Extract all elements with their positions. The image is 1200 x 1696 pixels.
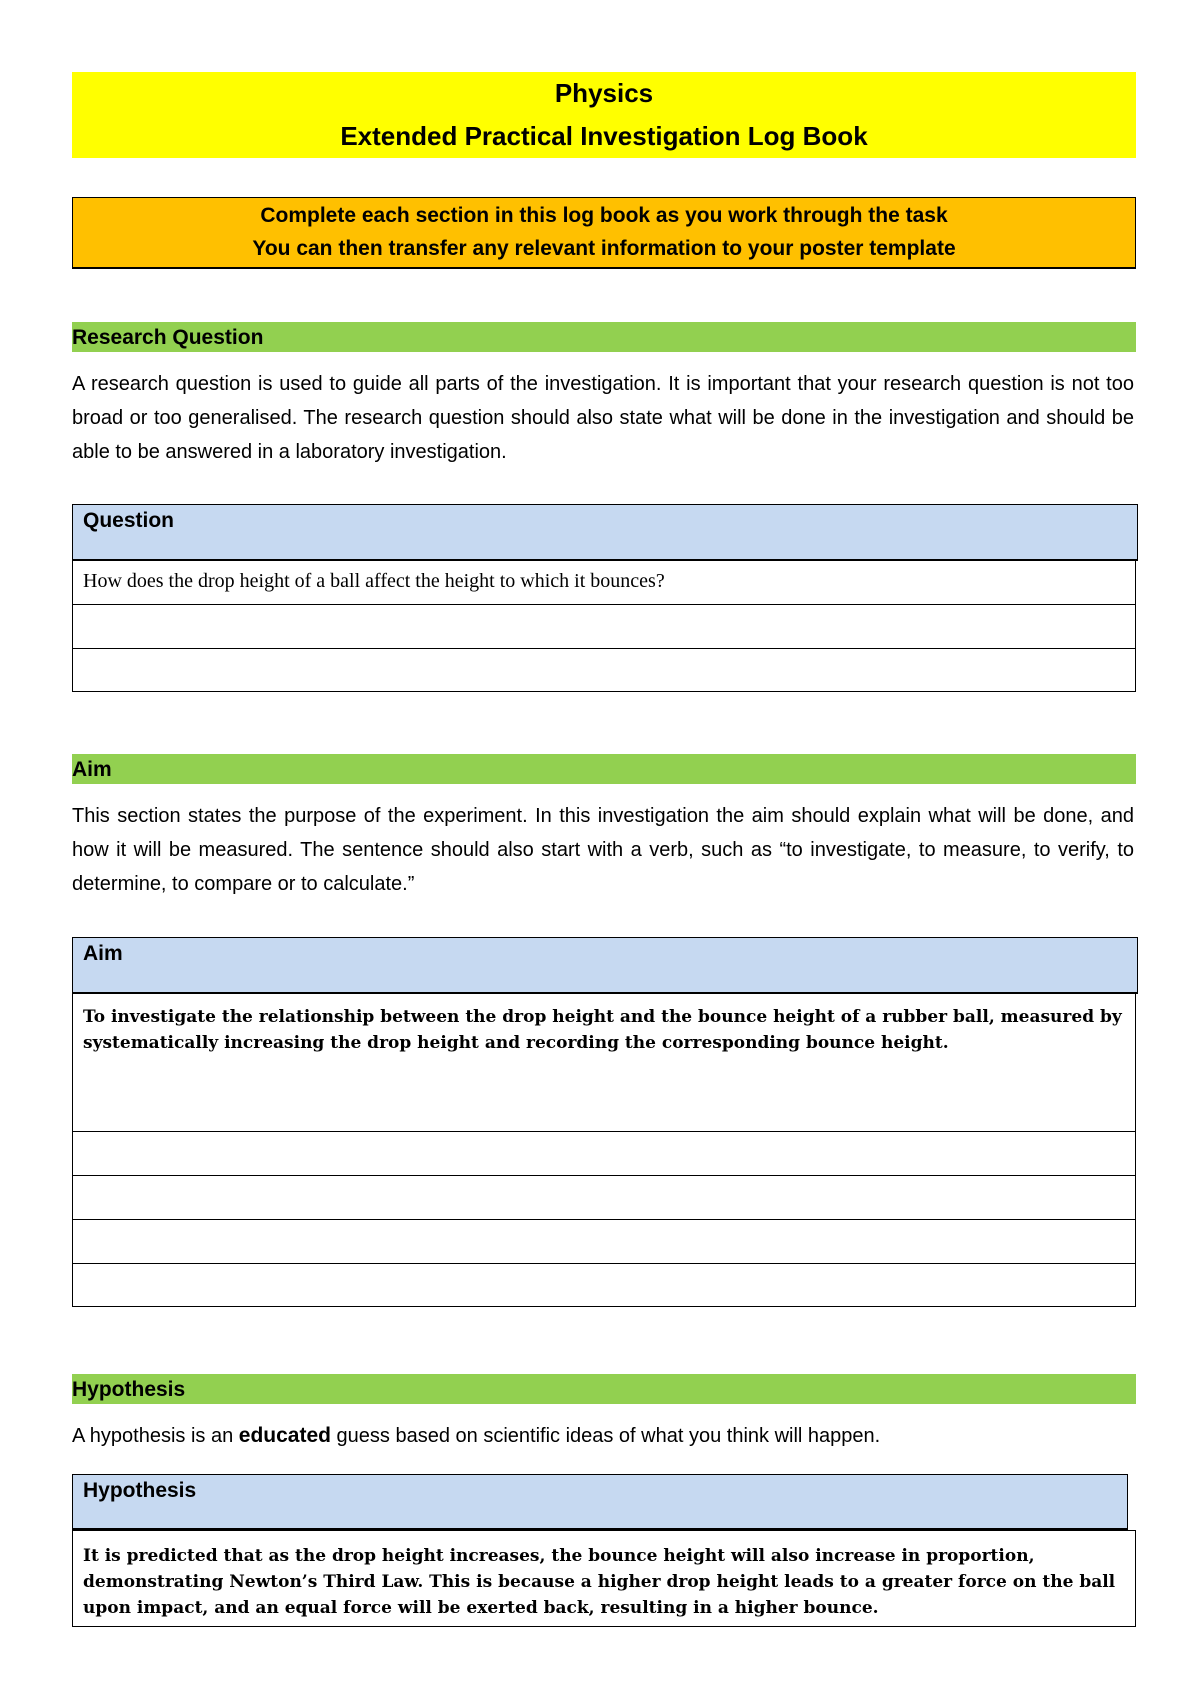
question-blank-row[interactable] <box>73 604 1135 648</box>
instruction-line-2: You can then transfer any relevant information to your poster template <box>252 237 956 260</box>
question-blank-row[interactable] <box>73 648 1135 691</box>
aim-blank-row[interactable] <box>73 1263 1135 1306</box>
aim-description: This section states the purpose of the experiment. In this investigation the aim should explain what will be done, and how it will be measured. The sentence should also start with a verb, such as “to investigate, to measure, to verify, to determine, to compare or to calculate.” <box>72 805 1134 895</box>
aim-blank-row[interactable] <box>73 1131 1135 1175</box>
hypothesis-description-pre: A hypothesis is an <box>72 1425 239 1447</box>
research-question-heading: Research Question <box>72 322 1136 352</box>
hypothesis-description <box>72 1419 1134 1453</box>
research-question-description: A research question is used to guide all parts of the investigation. It is important that your research question is not too broad or too generalised. The research question should also state what will be done in the investigation and should be able to be answered in a laboratory investigation. <box>72 373 1134 463</box>
aim-blank-row[interactable] <box>73 1219 1135 1263</box>
logbook-title: Extended Practical Investigation Log Book <box>340 121 868 151</box>
question-answer-row[interactable] <box>73 561 1135 604</box>
hypothesis-table-header: Hypothesis <box>72 1474 1128 1530</box>
title-banner <box>72 72 1136 158</box>
aim-heading: Aim <box>72 754 1136 784</box>
hypothesis-table <box>72 1530 1136 1627</box>
instructions-box <box>72 197 1136 269</box>
aim-blank-row[interactable] <box>73 1175 1135 1219</box>
hypothesis-heading: Hypothesis <box>72 1374 1136 1404</box>
question-table <box>72 561 1136 692</box>
hypothesis-answer-text: It is predicted that as the drop height increases, the bounce height will also increase in proportion, demonstrating Newton’s Third Law. This is because a higher drop height leads to a greater force on the ball upon impact, and an equal force will be exerted back, resulting in a higher bounce. <box>83 1546 1116 1618</box>
hypothesis-description-post: guess based on scientific ideas of what you think will happen. <box>330 1425 881 1447</box>
instruction-line-1: Complete each section in this log book as you work through the task <box>260 204 948 227</box>
subject-title: Physics <box>554 78 654 108</box>
aim-table-header: Aim <box>72 937 1138 994</box>
question-answer-text: How does the drop height of a ball affect the height to which it bounces? <box>83 570 665 592</box>
aim-answer-row[interactable] <box>73 994 1135 1131</box>
aim-answer-text: To investigate the relationship between the drop height and the bounce height of a rubber ball, measured by systematically increasing the drop height and recording the corresponding bounce height. <box>83 1007 1122 1053</box>
aim-table <box>72 994 1136 1307</box>
hypothesis-description-bold: educated <box>238 1424 331 1447</box>
hypothesis-answer-row[interactable] <box>73 1531 1135 1626</box>
question-table-header: Question <box>72 504 1138 561</box>
